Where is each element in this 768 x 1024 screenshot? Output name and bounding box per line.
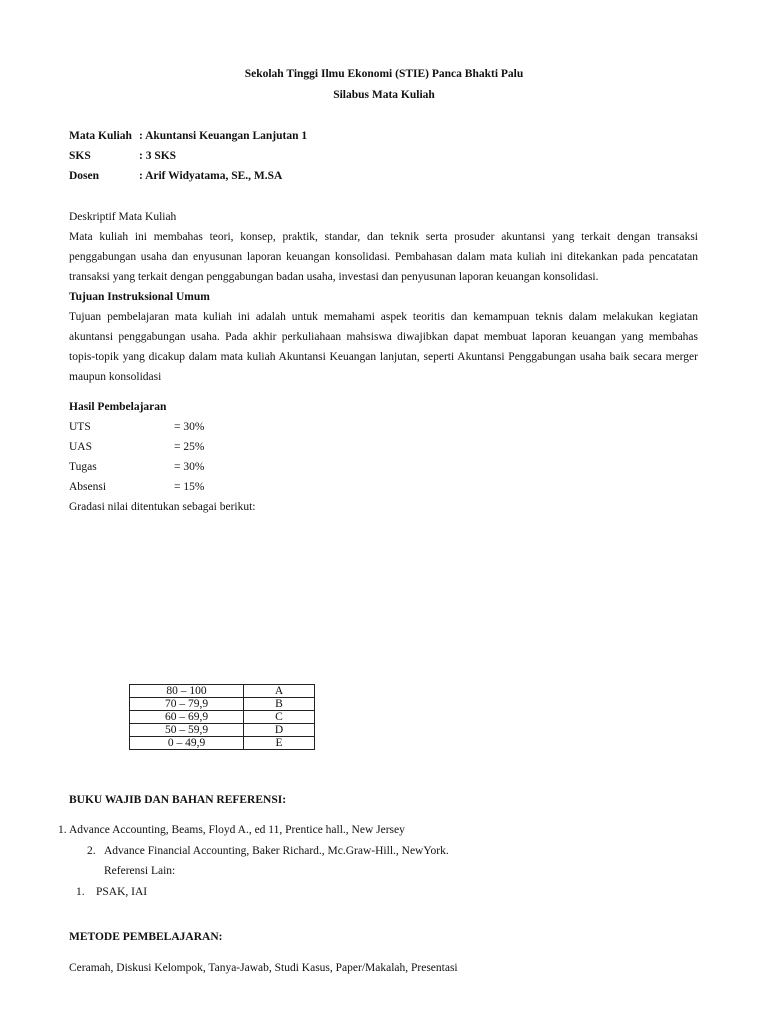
grade-range-cell: 70 – 79,9	[130, 698, 244, 711]
tujuan-line: topis-topik yang dicakup dalam mata kuliah Akuntansi Keuangan lanjutan, seperti Akuntansi Penggabungan usaha baik secara merger	[69, 351, 698, 363]
hasil-item-value: = 25%	[174, 441, 205, 453]
referensi-heading: BUKU WAJIB DAN BAHAN REFERENSI:	[69, 794, 287, 806]
hasil-heading: Hasil Pembelajaran	[69, 401, 167, 413]
grade-letter-cell: D	[244, 724, 315, 737]
deskripsi-line: transaksi yang terkait dengan penggabungan badan usaha, investasi dan penyusunan laporan keuangan konsolidasi.	[69, 271, 599, 283]
hasil-item-value: = 15%	[174, 481, 205, 493]
tujuan-line: Tujuan pembelajaran mata kuliah ini adalah untuk memahami aspek teoritis dan kemampuan teknis dalam melakukan kegiatan	[69, 311, 698, 323]
hasil-item-label: Tugas	[69, 461, 97, 473]
institution-title: Sekolah Tinggi Ilmu Ekonomi (STIE) Panca Bhakti Palu	[244, 68, 524, 80]
table-row	[130, 711, 315, 724]
document-title: Silabus Mata Kuliah	[333, 89, 435, 101]
table-row	[130, 698, 315, 711]
table-row	[130, 737, 315, 750]
referensi-item-number: 2.	[87, 845, 96, 857]
table-row	[130, 724, 315, 737]
hasil-item-label: Absensi	[69, 481, 107, 493]
grade-letter-cell: E	[244, 737, 315, 750]
deskripsi-line: Mata kuliah ini membahas teori, konsep, praktik, standar, dan teknik serta prosuder akuntansi yang terkait dengan transaksi	[69, 231, 698, 243]
hasil-item-label: UAS	[69, 441, 93, 453]
dosen-label: Dosen	[69, 170, 100, 182]
referensi-item: Advance Financial Accounting, Baker Richard., Mc.Graw-Hill., NewYork.	[104, 845, 449, 857]
grade-letter-cell: C	[244, 711, 315, 724]
deskripsi-heading: Deskriptif Mata Kuliah	[69, 211, 177, 223]
metode-heading: METODE PEMBELAJARAN:	[69, 931, 223, 943]
gradasi-note: Gradasi nilai ditentukan sebagai berikut:	[69, 501, 256, 513]
tujuan-line: akuntansi penggabungan usaha. Pada akhir perkuliahaan mahsiswa diwajibkan dapat membuat laporan keuangan yang membahas	[69, 331, 698, 343]
tujuan-line: maupun konsolidasi	[69, 371, 162, 383]
grade-range-cell: 50 – 59,9	[130, 724, 244, 737]
grade-letter-cell: A	[244, 685, 315, 698]
mata-kuliah-value: : Akuntansi Keuangan Lanjutan 1	[139, 130, 308, 142]
grade-range-cell: 60 – 69,9	[130, 711, 244, 724]
metode-text: Ceramah, Diskusi Kelompok, Tanya-Jawab, Studi Kasus, Paper/Makalah, Presentasi	[69, 962, 458, 974]
grade-table	[129, 684, 315, 750]
referensi-lain-item: PSAK, IAI	[96, 886, 148, 898]
dosen-value: : Arif Widyatama, SE., M.SA	[139, 170, 283, 182]
tujuan-heading: Tujuan Instruksional Umum	[69, 291, 210, 303]
hasil-item-label: UTS	[69, 421, 91, 433]
sks-value: : 3 SKS	[139, 150, 177, 162]
hasil-item-value: = 30%	[174, 421, 205, 433]
referensi-item: Advance Accounting, Beams, Floyd A., ed 11, Prentice hall., New Jersey	[69, 824, 405, 836]
grade-letter-cell: B	[244, 698, 315, 711]
referensi-lain-label: Referensi Lain:	[104, 865, 176, 877]
mata-kuliah-label: Mata Kuliah	[69, 130, 132, 142]
sks-label: SKS	[69, 150, 91, 162]
referensi-item-number: 1.	[58, 824, 67, 836]
hasil-item-value: = 30%	[174, 461, 205, 473]
table-row	[130, 685, 315, 698]
grade-range-cell: 0 – 49,9	[130, 737, 244, 750]
deskripsi-line: penggabungan usaha dan enyusunan laporan keuangan konsolidasi. Pembahasan dalam mata kuliah ini ditekankan pada pencatatan	[69, 251, 698, 263]
grade-range-cell: 80 – 100	[130, 685, 244, 698]
referensi-lain-number: 1.	[76, 886, 85, 898]
